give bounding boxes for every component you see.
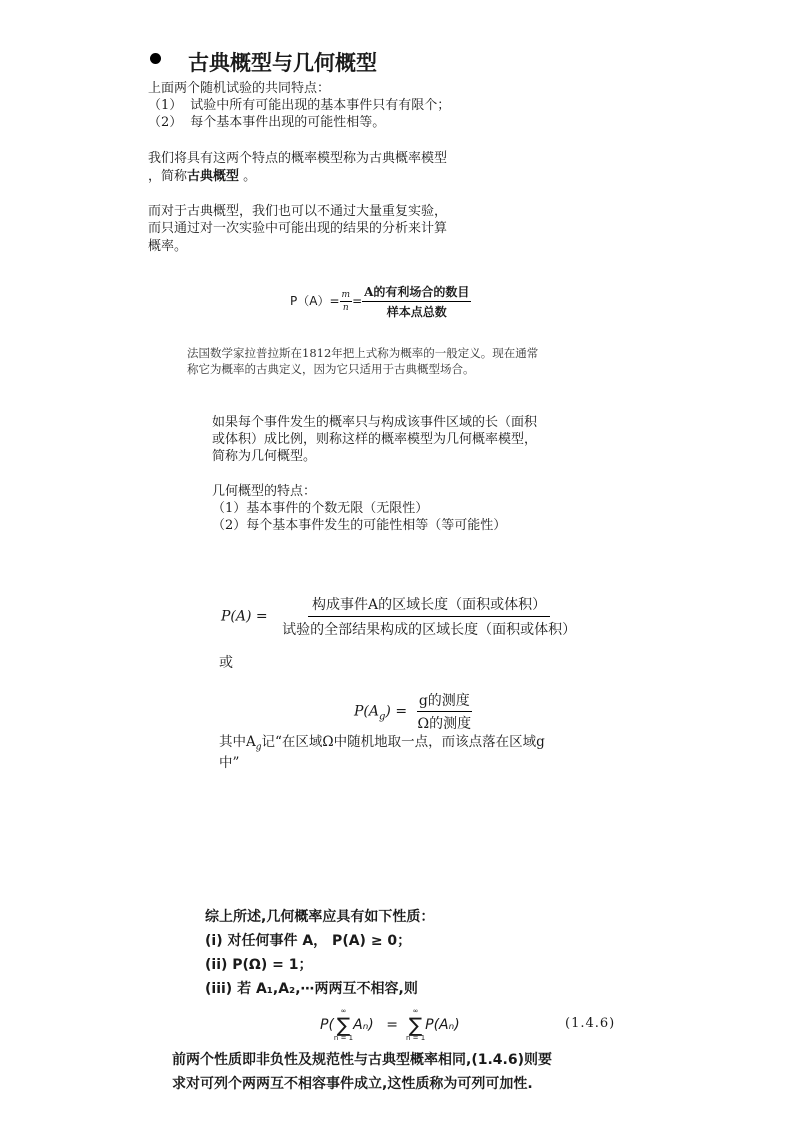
formula-p: P( bbox=[320, 1017, 334, 1033]
numerator: A的有利场合的数目 bbox=[362, 283, 471, 302]
equals-sign: = bbox=[386, 1017, 398, 1033]
classical-calc-line: 而对于古典概型，我们也可以不通过大量重复实验， bbox=[148, 204, 448, 219]
denominator: 样本点总数 bbox=[386, 305, 447, 319]
formula-lhs: P（A）= bbox=[290, 294, 340, 308]
subscript: g bbox=[255, 742, 262, 753]
sum-lower: n = 1 bbox=[333, 1034, 354, 1042]
subscript: g bbox=[379, 711, 386, 723]
text-fragment: 。 bbox=[239, 169, 257, 184]
conclusion-line bbox=[172, 1072, 533, 1096]
fraction bbox=[416, 690, 474, 733]
item-number: （2） bbox=[148, 115, 183, 130]
geometric-def-line: 如果每个事件发生的概率只与构成该事件区域的长（面积 bbox=[212, 415, 538, 430]
classical-calc-line: 而只通过对一次实验中可能出现的结果的分析来计算 bbox=[148, 221, 448, 236]
conclusion-line: 前两个性质即非负性及规范性与古典型概率相同,(1.4.6)则要 bbox=[172, 1052, 552, 1068]
where-line bbox=[219, 733, 545, 757]
sum-lower: n = 1 bbox=[405, 1034, 426, 1042]
sum-upper: ∞ bbox=[340, 1007, 347, 1015]
classical-def-line bbox=[148, 168, 256, 185]
properties-title: 综上所述,几何概率应具有如下性质： bbox=[205, 909, 435, 925]
features-title: 几何概型的特点： bbox=[212, 484, 317, 499]
classical-formula bbox=[290, 283, 471, 320]
feature-item: （1）基本事件的个数无限（无限性） bbox=[212, 501, 429, 516]
numerator: m bbox=[341, 290, 351, 300]
property-i: (i) 对任何事件 A， P(A) ≥ 0； bbox=[205, 933, 412, 949]
item-text: 试验中所有可能出现的基本事件只有有限个； bbox=[190, 98, 451, 113]
text-fragment: 其中A bbox=[219, 734, 256, 750]
page-title: 古典概型与几何概型 bbox=[188, 51, 377, 75]
text-fragment: . bbox=[527, 1076, 533, 1092]
equation-number: (1.4.6) bbox=[565, 1016, 616, 1031]
denominator: Ω的测度 bbox=[417, 716, 472, 732]
geometric-def-line: 简称为几何概型。 bbox=[212, 449, 317, 464]
sigma-icon: ∑ bbox=[408, 1013, 423, 1037]
bullet-icon bbox=[150, 53, 161, 64]
classical-term: 古典概型 bbox=[187, 169, 240, 184]
laplace-note-line: 法国数学家拉普拉斯在1812年把上式称为概率的一般定义。现在通常 bbox=[187, 346, 539, 360]
laplace-note-line: 称它为概率的古典定义，因为它只适用于古典概型场合。 bbox=[187, 362, 475, 376]
formula-lhs: P(A bbox=[354, 703, 379, 720]
formula-term: P(Aₙ) bbox=[425, 1017, 460, 1033]
formula-lhs-end: ) = bbox=[385, 703, 408, 720]
text-fragment: 求对可列个两两互不相容事件成立,这性质称为 bbox=[172, 1076, 458, 1092]
classical-calc-line: 概率。 bbox=[148, 239, 188, 254]
text-fragment: 记“在区域Ω中随机地取一点，而该点落在区域g bbox=[261, 734, 545, 750]
denominator: n bbox=[342, 303, 349, 313]
geometric-formula bbox=[221, 594, 580, 639]
denominator: 试验的全部结果构成的区域长度（面积或体积） bbox=[282, 622, 577, 638]
item-text: 每个基本事件出现的可能性相等。 bbox=[190, 115, 386, 130]
where-line: 中” bbox=[219, 755, 240, 771]
property-iii: (iii) 若 A₁,A₂,⋯两两互不相容,则 bbox=[205, 981, 418, 997]
summation bbox=[406, 1008, 425, 1042]
geometric-def-line: 或体积）成比例，则称这样的概率模型为几何概率模型， bbox=[212, 432, 538, 447]
numerator: 构成事件A的区域长度（面积或体积） bbox=[308, 594, 550, 617]
equals-sign: = bbox=[352, 294, 363, 308]
item-number: （1） bbox=[148, 98, 183, 113]
sigma-icon: ∑ bbox=[336, 1013, 351, 1037]
intro-line: 上面两个随机试验的共同特点： bbox=[148, 81, 331, 96]
text-fragment: ，简称 bbox=[148, 169, 188, 184]
intro-item-1 bbox=[148, 97, 450, 114]
sum-upper: ∞ bbox=[412, 1007, 419, 1015]
fraction-text bbox=[362, 283, 471, 320]
feature-item: （2）每个基本事件发生的可能性相等（等可能性） bbox=[212, 518, 507, 533]
fraction bbox=[278, 594, 580, 639]
measure-formula bbox=[354, 690, 473, 733]
property-ii: (ii) P(Ω) = 1； bbox=[205, 957, 313, 973]
fraction-m-n bbox=[340, 290, 353, 313]
classical-def-line: 我们将具有这两个特点的概率模型称为古典概率模型 bbox=[148, 151, 448, 166]
summation bbox=[334, 1008, 353, 1042]
formula-lhs: P(A) = bbox=[221, 608, 268, 625]
or-text: 或 bbox=[219, 655, 233, 671]
countable-additivity-formula bbox=[320, 1008, 460, 1042]
numerator: g的测度 bbox=[417, 690, 472, 712]
countable-additivity-term: 可列可加性 bbox=[457, 1076, 528, 1092]
intro-item-2 bbox=[148, 114, 385, 131]
formula-term: Aₙ) bbox=[353, 1017, 374, 1033]
